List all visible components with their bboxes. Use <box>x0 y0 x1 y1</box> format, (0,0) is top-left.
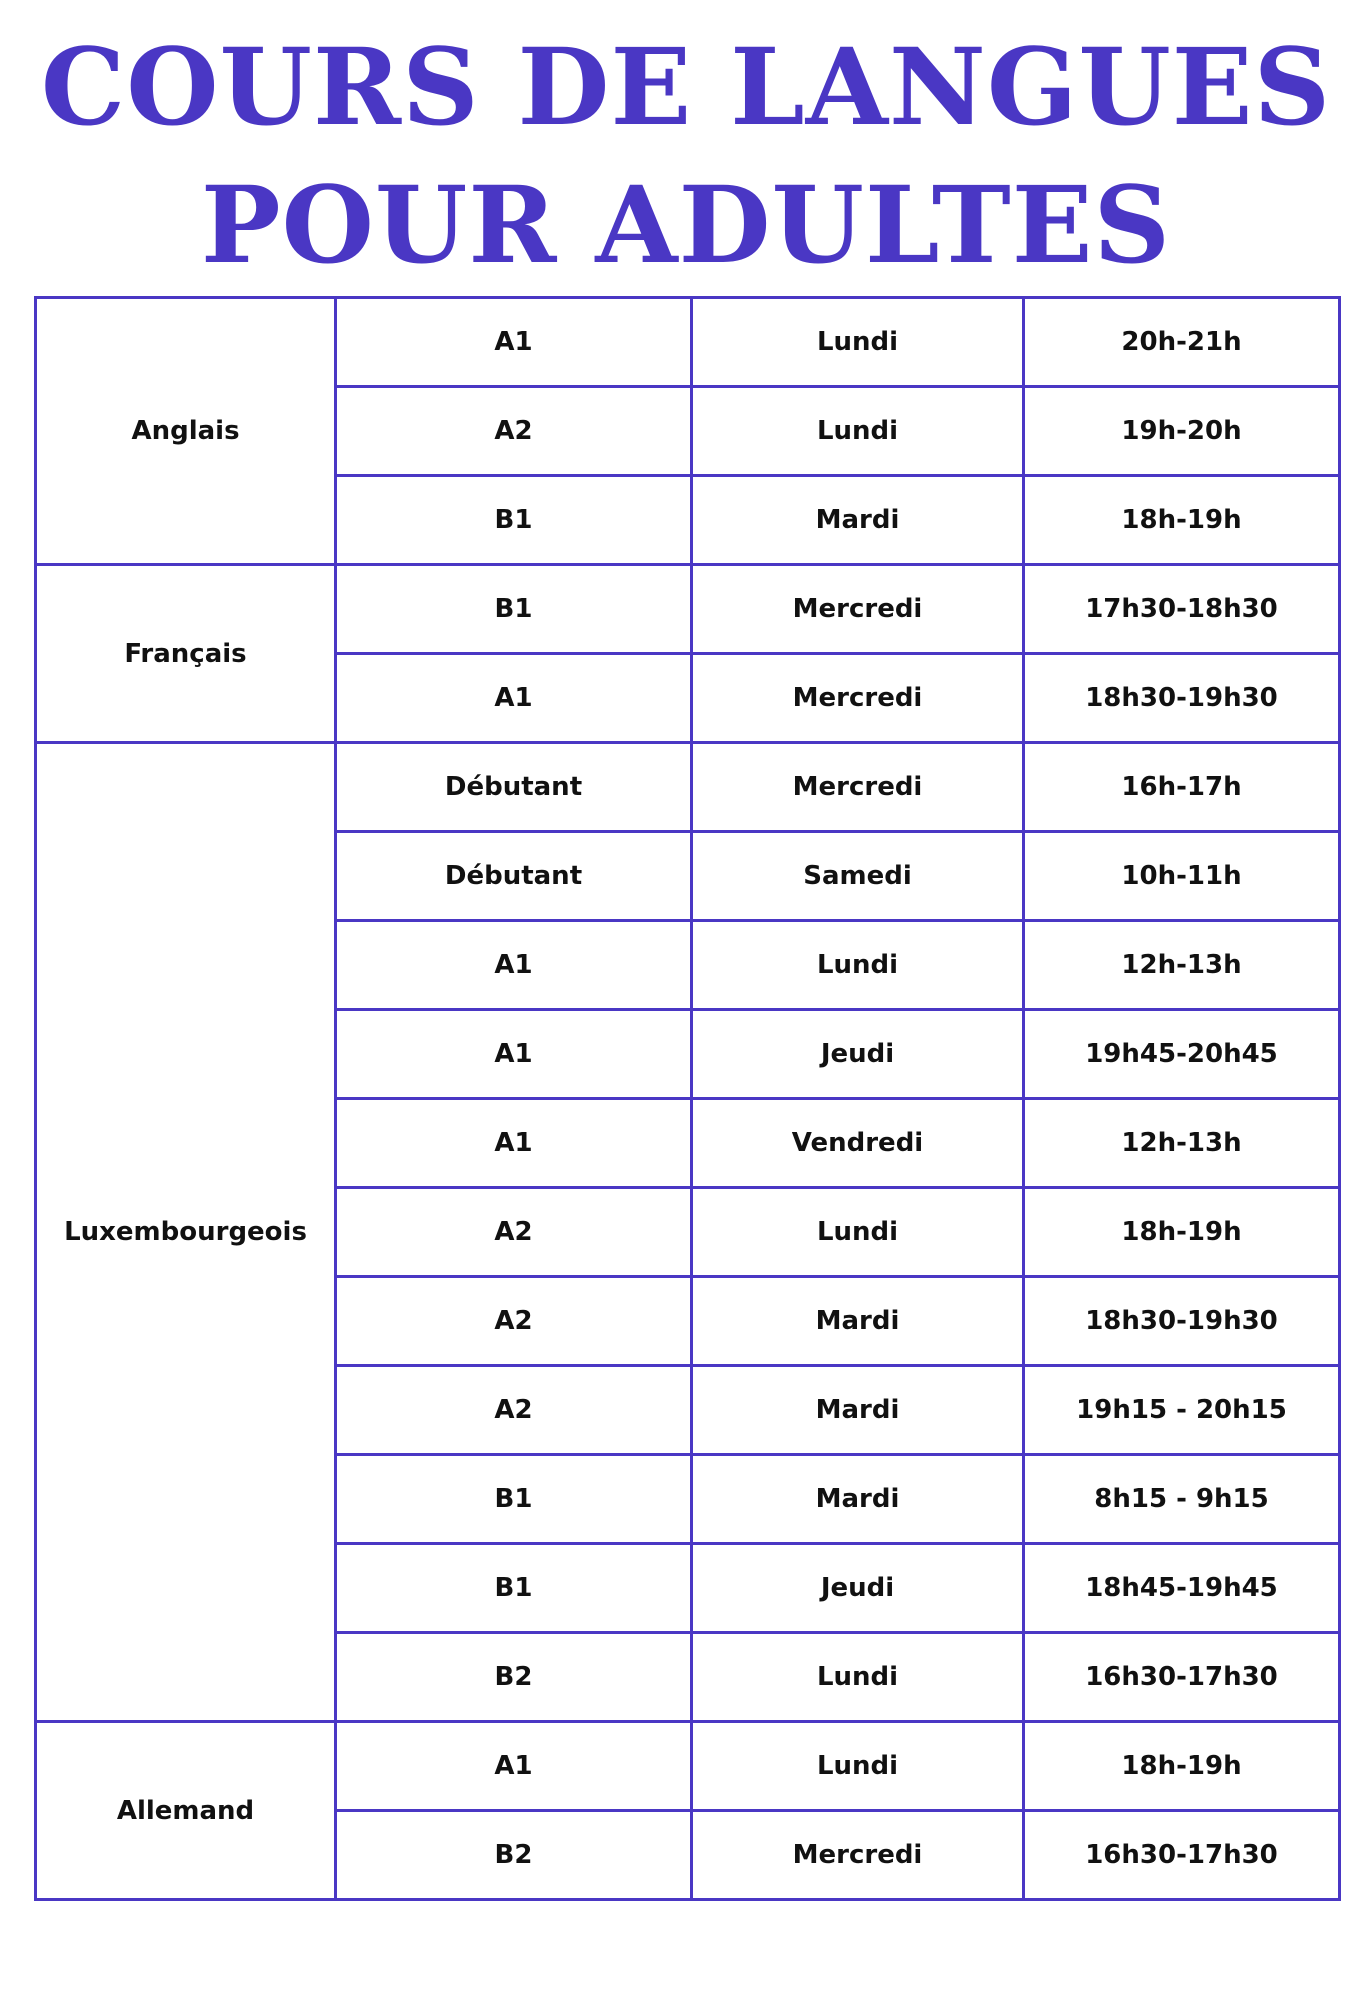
level-cell: A2 <box>336 1366 692 1455</box>
time-cell: 18h-19h <box>1024 1188 1340 1277</box>
course-schedule-table <box>34 296 1341 1901</box>
time-cell: 16h30-17h30 <box>1024 1633 1340 1722</box>
day-cell: Mercredi <box>692 1811 1024 1900</box>
level-cell: A1 <box>336 1099 692 1188</box>
level-cell: A1 <box>336 654 692 743</box>
level-cell: A1 <box>336 298 692 387</box>
level-cell: B2 <box>336 1811 692 1900</box>
day-cell: Mardi <box>692 476 1024 565</box>
course-schedule-body <box>36 298 1340 1900</box>
day-cell: Jeudi <box>692 1010 1024 1099</box>
day-cell: Mardi <box>692 1366 1024 1455</box>
time-cell: 12h-13h <box>1024 921 1340 1010</box>
time-cell: 19h15 - 20h15 <box>1024 1366 1340 1455</box>
day-cell: Samedi <box>692 832 1024 921</box>
table-row <box>36 298 1340 387</box>
day-cell: Mercredi <box>692 565 1024 654</box>
page-title <box>0 18 1372 294</box>
day-cell: Lundi <box>692 921 1024 1010</box>
day-cell: Jeudi <box>692 1544 1024 1633</box>
level-cell: B1 <box>336 1455 692 1544</box>
time-cell: 12h-13h <box>1024 1099 1340 1188</box>
day-cell: Vendredi <box>692 1099 1024 1188</box>
time-cell: 16h-17h <box>1024 743 1340 832</box>
time-cell: 17h30-18h30 <box>1024 565 1340 654</box>
language-cell: Anglais <box>36 298 336 565</box>
table-row <box>36 743 1340 832</box>
level-cell: B2 <box>336 1633 692 1722</box>
level-cell: B1 <box>336 565 692 654</box>
time-cell: 10h-11h <box>1024 832 1340 921</box>
day-cell: Mardi <box>692 1277 1024 1366</box>
level-cell: Débutant <box>336 743 692 832</box>
title-line-2: POUR ADULTES <box>200 162 1172 287</box>
level-cell: A1 <box>336 921 692 1010</box>
day-cell: Mercredi <box>692 743 1024 832</box>
day-cell: Lundi <box>692 1633 1024 1722</box>
level-cell: B1 <box>336 1544 692 1633</box>
time-cell: 19h-20h <box>1024 387 1340 476</box>
level-cell: A1 <box>336 1010 692 1099</box>
day-cell: Lundi <box>692 1188 1024 1277</box>
day-cell: Lundi <box>692 298 1024 387</box>
level-cell: A1 <box>336 1722 692 1811</box>
time-cell: 19h45-20h45 <box>1024 1010 1340 1099</box>
time-cell: 18h30-19h30 <box>1024 1277 1340 1366</box>
time-cell: 20h-21h <box>1024 298 1340 387</box>
day-cell: Mercredi <box>692 654 1024 743</box>
time-cell: 8h15 - 9h15 <box>1024 1455 1340 1544</box>
language-cell: Allemand <box>36 1722 336 1900</box>
level-cell: A2 <box>336 1188 692 1277</box>
time-cell: 18h45-19h45 <box>1024 1544 1340 1633</box>
language-cell: Français <box>36 565 336 743</box>
title-line-1: COURS DE LANGUES <box>40 24 1332 149</box>
level-cell: B1 <box>336 476 692 565</box>
time-cell: 18h-19h <box>1024 476 1340 565</box>
table-row <box>36 1722 1340 1811</box>
level-cell: A2 <box>336 1277 692 1366</box>
day-cell: Lundi <box>692 387 1024 476</box>
level-cell: A2 <box>336 387 692 476</box>
language-cell: Luxembourgeois <box>36 743 336 1722</box>
time-cell: 18h30-19h30 <box>1024 654 1340 743</box>
day-cell: Lundi <box>692 1722 1024 1811</box>
time-cell: 18h-19h <box>1024 1722 1340 1811</box>
table-row <box>36 565 1340 654</box>
level-cell: Débutant <box>336 832 692 921</box>
day-cell: Mardi <box>692 1455 1024 1544</box>
time-cell: 16h30-17h30 <box>1024 1811 1340 1900</box>
